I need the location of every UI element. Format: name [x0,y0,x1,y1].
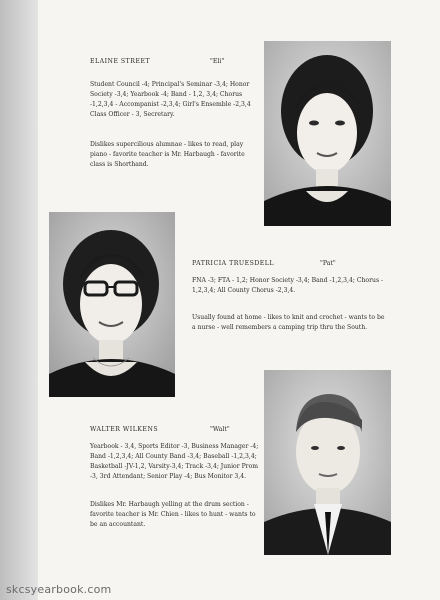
student-activities-1: Student Council -4; Principal's Seminar -3,4; Honor Society -3,4; Yearbook -4; Band - 1,2, 3,4; Chorus -1,2,3,4 - Accompanist -2,3,4; Girl's Ensemble -2,3,4 Class Officer - 3, Secretary. [90,81,251,118]
student-activities-3: Yearbook - 3,4, Sports Editor -3, Business Manager -4; Band -1,2,3,4; All County Band -3,4; Baseball -1,2,3,4; Basketball -JV-1,2, Varsity-3,4; Track -3,4; Junior Prom -3, 3rd Attendant; Senior Play -4; Bus Monitor 3,4. [90,443,259,480]
page-shadow [0,0,38,600]
student-name-3: WALTER WILKENS [90,426,159,433]
student-activities-2: FNA -3; FTA - 1,2; Honor Society -3,4; Band -1,2,3,4; Chorus - 1,2,3,4; All County Chorus -2,3,4. [192,277,384,294]
yearbook-page [38,0,440,600]
student-bio-2: Usually found at home - likes to knit and crochet - wants to be a nurse - well remembers a camping trip thru the South. [192,314,385,331]
student-name-2: PATRICIA TRUESDELL [192,260,275,267]
student-nickname-2: "Pat" [320,260,336,267]
student-nickname-1: "Eli" [210,58,225,65]
portrait-photo-2 [49,212,175,397]
portrait-photo-3 [264,370,391,555]
student-nickname-3: "Walt" [210,426,230,433]
student-name-1: ELAINE STREET [90,58,151,65]
student-bio-1: Dislikes supercilious alumnae - likes to read, play piano - favorite teacher is Mr. Harbaugh - favorite class is Shorthand. [90,141,245,168]
portrait-photo-1 [264,41,391,226]
watermark-text: skcsyearbook.com [6,583,112,596]
student-bio-3: Dislikes Mr. Harbaugh yelling at the drum section - favorite teacher is Mr. Chien - likes to hunt - wants to be an accountant. [90,501,256,528]
